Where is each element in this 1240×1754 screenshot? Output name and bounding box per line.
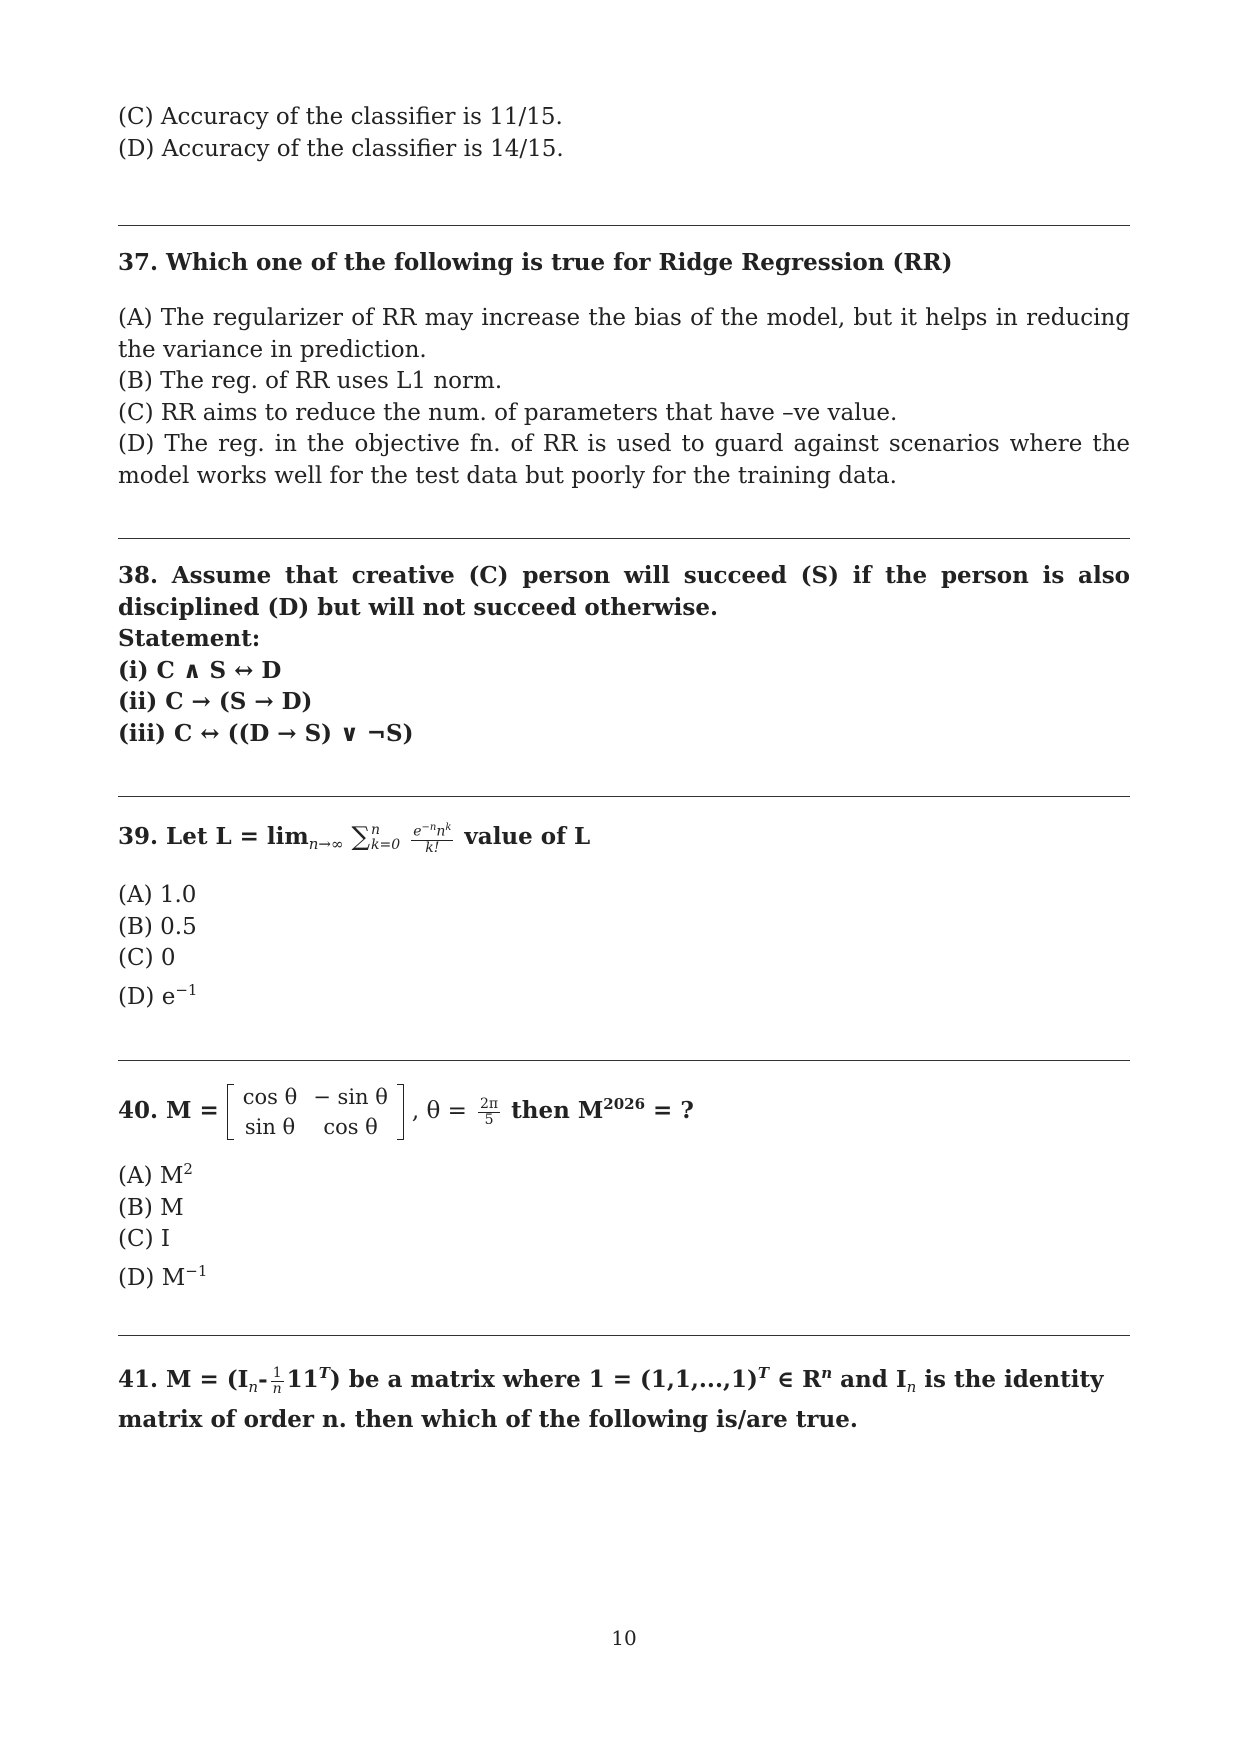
q39-sum-top: n xyxy=(371,821,381,838)
rotation-matrix xyxy=(227,1082,404,1142)
q40-prefix: 40. M = xyxy=(118,1097,219,1124)
divider xyxy=(118,796,1130,797)
q41-sub: n xyxy=(906,1378,917,1396)
q37-option-c: (C) RR aims to reduce the num. of parameters that have –ve value. xyxy=(118,399,898,426)
q40-option-b: (B) M xyxy=(118,1194,184,1221)
q41-text: - xyxy=(258,1366,268,1393)
q37-option-d: (D) The reg. in the objective fn. of RR is used to guard against scenarios where the model works well for the test data but poorly for the training data. xyxy=(118,431,1130,489)
q40-theta-num: 2π xyxy=(479,1095,499,1112)
divider xyxy=(118,1060,1130,1061)
q39-option-a: (A) 1.0 xyxy=(118,882,197,908)
divider xyxy=(118,538,1130,539)
q39-frac-num-sup: −n xyxy=(421,822,437,833)
q41-title xyxy=(118,1358,1130,1435)
q40-option-c: (C) I xyxy=(118,1226,170,1252)
q38-statement-ii: (ii) C → (S → D) xyxy=(118,688,313,715)
q37-options xyxy=(118,303,1130,492)
q41-sup: T xyxy=(318,1364,330,1382)
q38-block xyxy=(118,560,1130,749)
page-number: 10 xyxy=(611,1626,637,1650)
q41-text: ∈ R xyxy=(777,1366,822,1393)
q41-sup: T xyxy=(757,1364,770,1382)
q39-prefix: 39. Let L = lim xyxy=(118,822,309,850)
q39-sum-limits xyxy=(371,823,400,853)
divider xyxy=(118,1335,1130,1336)
q39-frac-den: k! xyxy=(425,839,440,856)
q39-option-d-base: (D) e xyxy=(118,983,176,1010)
q40-option-d-sup: −1 xyxy=(185,1261,208,1280)
exam-page xyxy=(118,0,1130,1754)
q36-options-tail xyxy=(118,102,1130,165)
q40-option-a-sup: 2 xyxy=(183,1160,193,1178)
q36-option-d: (D) Accuracy of the classifier is 14/15. xyxy=(118,135,564,162)
q38-statement-label: Statement: xyxy=(118,625,261,652)
q41-text: is the identity xyxy=(924,1366,1104,1393)
q40-tail: = ? xyxy=(653,1097,694,1124)
q37-title: 37. Which one of the following is true for Ridge Regression (RR) xyxy=(118,249,953,276)
q40-then: then M xyxy=(511,1097,604,1124)
q41-text: 11 xyxy=(286,1366,319,1393)
q39-title xyxy=(118,820,1130,860)
q39-sum-bottom: k=0 xyxy=(371,836,401,853)
q39-frac-num: e xyxy=(413,823,422,840)
divider xyxy=(118,225,1130,226)
q40-theta: , θ = xyxy=(411,1098,467,1124)
q40-option-a xyxy=(118,1154,1130,1193)
q39-option-d-sup: −1 xyxy=(175,980,198,999)
q39-option-c: (C) 0 xyxy=(118,945,176,971)
summation-icon: ∑ xyxy=(351,822,371,853)
q40-option-a-base: (A) M xyxy=(118,1163,184,1189)
q39-suffix: value of L xyxy=(464,822,591,850)
q41-sup: n xyxy=(821,1364,833,1382)
matrix-cell: cos θ xyxy=(242,1085,298,1109)
q41-text: 41. M = (I xyxy=(118,1366,249,1393)
q39-options xyxy=(118,880,1130,1013)
matrix-cell: − sin θ xyxy=(313,1085,388,1109)
q40-power: 2026 xyxy=(603,1095,646,1113)
matrix-cell: sin θ xyxy=(244,1115,296,1139)
q40-option-d xyxy=(118,1256,1130,1295)
q38-statement-i: (i) C ∧ S ↔ D xyxy=(118,656,282,684)
q41-sub: n xyxy=(248,1378,259,1396)
q39-option-b: (B) 0.5 xyxy=(118,913,197,940)
q41-text: ) be a matrix where 1 = (1,1,...,1) xyxy=(329,1366,758,1393)
q41-fraction xyxy=(271,1366,284,1397)
q39-frac-num-tail: n xyxy=(436,823,446,840)
q38-question: 38. Assume that creative (C) person will succeed (S) if the person is also disciplined (D) but will not succeed otherwise. xyxy=(118,562,1130,621)
q41-line2: matrix of order n. then which of the following is/are true. xyxy=(118,1405,858,1433)
q39-frac-num-tail-sup: k xyxy=(445,822,452,833)
q40-option-d-base: (D) M xyxy=(118,1264,186,1291)
q40-theta-fraction xyxy=(478,1097,500,1128)
q41-line1 xyxy=(118,1358,1130,1404)
q37-option-b: (B) The reg. of RR uses L1 norm. xyxy=(118,368,503,394)
q40-title xyxy=(118,1082,1130,1142)
q39-lim-sub: n→∞ xyxy=(308,834,344,853)
q39-fraction xyxy=(411,820,453,856)
q41-text: and I xyxy=(840,1366,907,1393)
q37-option-a: (A) The regularizer of RR may increase the bias of the model, but it helps in reducing the variance in prediction. xyxy=(118,305,1130,363)
q41-frac-den: n xyxy=(272,1380,282,1397)
q40-theta-den: 5 xyxy=(484,1111,494,1128)
q39-option-d xyxy=(118,975,1130,1014)
q40-options xyxy=(118,1154,1130,1294)
q36-option-c: (C) Accuracy of the classifier is 11/15. xyxy=(118,104,563,130)
matrix-cell: cos θ xyxy=(323,1115,378,1139)
q38-statement-iii: (iii) C ↔ ((D → S) ∨ ¬S) xyxy=(118,719,414,747)
q41-frac-num: 1 xyxy=(271,1366,284,1382)
